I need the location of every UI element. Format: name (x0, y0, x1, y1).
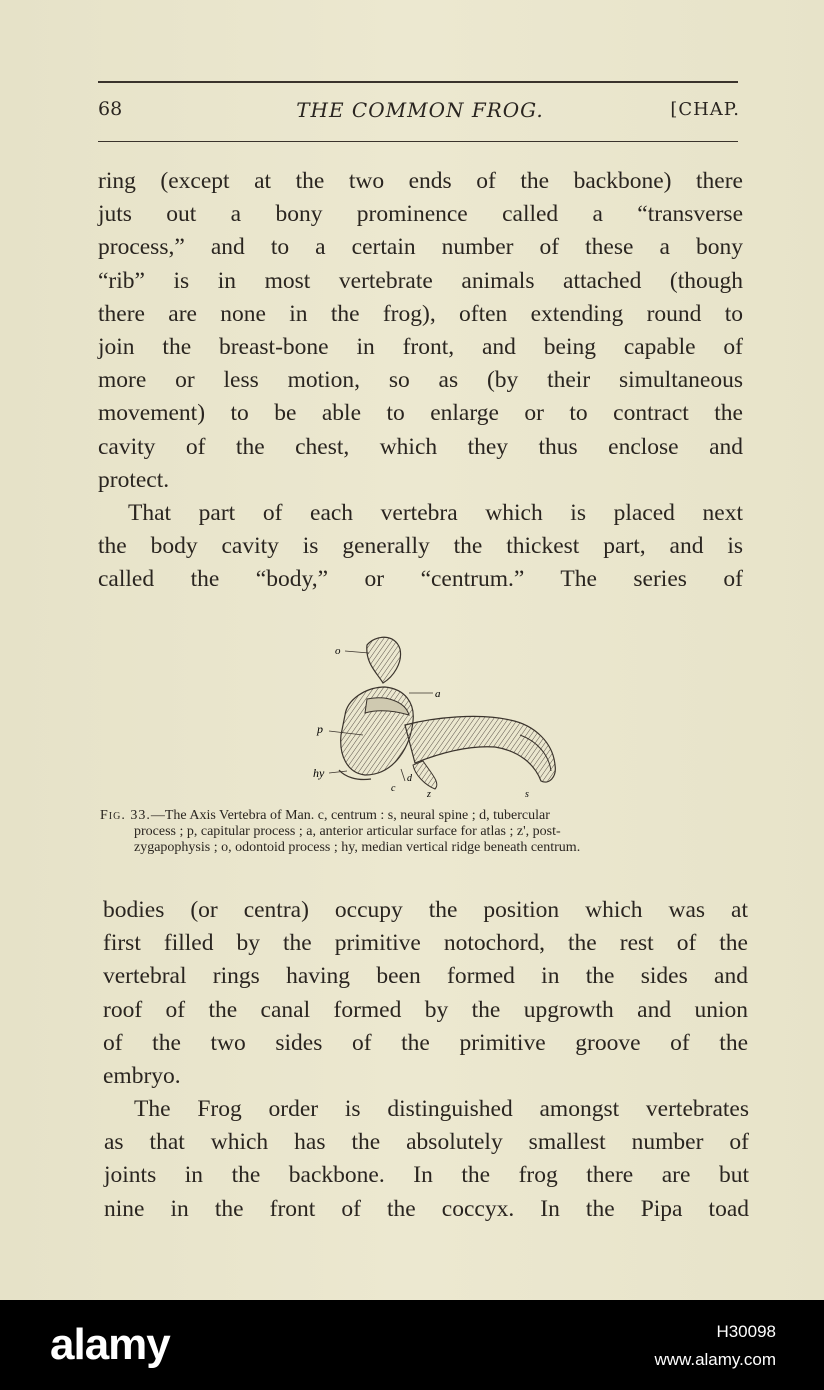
header-top-rule (98, 81, 738, 83)
fig-label-d: d (407, 773, 412, 784)
caption-line: process ; p, capitular process ; a, anterior articular surface for atlas ; z', post- (134, 824, 561, 839)
text-line: movement) to be able to enlarge or to contract the (98, 400, 743, 427)
alamy-logo: alamy (50, 1320, 170, 1369)
page-number: 68 (98, 98, 123, 120)
text-line: as that which has the absolutely smallest number of (104, 1129, 749, 1156)
text-line: the body cavity is generally the thickest part, and is (98, 533, 743, 560)
text-line: ring (except at the two ends of the backbone) there (98, 168, 743, 194)
header-bottom-rule (98, 141, 738, 142)
paragraph-3 (103, 894, 748, 1093)
figure-caption (100, 808, 745, 856)
watermark-url: www.alamy.com (654, 1350, 776, 1369)
text-line: cavity of the chest, which they thus enclose and (98, 433, 743, 460)
text-line: bodies (or centra) occupy the position which was at (103, 897, 748, 923)
fig-label-a: a (435, 688, 441, 700)
paragraph-1 (98, 165, 743, 497)
text-line: there are none in the frog), often extending round to (98, 300, 743, 327)
chapter-marker: [CHAP. (670, 99, 740, 120)
fig-label-hy: hy (313, 766, 325, 780)
text-line: join the breast-bone in front, and being capable of (98, 333, 743, 360)
fig-label-p: p (317, 722, 323, 736)
fig-label-c: c (391, 783, 396, 794)
text-line: protect. (98, 466, 170, 493)
stock-watermark-bar (0, 1300, 824, 1390)
fig-label-z: z (427, 789, 431, 800)
text-line: That part of each vertebra which is placed next (128, 500, 743, 526)
text-line: called the “body,” or “centrum.” The series of (98, 566, 743, 593)
text-line: of the two sides of the primitive groove of the (103, 1029, 748, 1056)
text-line: embryo. (103, 1062, 181, 1089)
text-line: The Frog order is distinguished amongst vertebrates (134, 1096, 749, 1122)
running-title: THE COMMON FROG. (296, 98, 544, 122)
paragraph-4 (104, 1093, 749, 1226)
caption-prefix: Fig. 33. (100, 808, 151, 823)
text-line: vertebral rings having been formed in the sides and (103, 963, 748, 990)
text-line: nine in the front of the coccyx. In the Pipa toad (104, 1195, 749, 1222)
text-line: juts out a bony prominence called a “transverse (98, 201, 743, 228)
fig-label-o: o (335, 645, 341, 657)
axis-vertebra-illustration (305, 625, 570, 800)
text-line: more or less motion, so as (by their simultaneous (98, 367, 743, 394)
text-line: first filled by the primitive notochord, the rest of the (103, 930, 748, 957)
fig-label-s: s (525, 789, 529, 800)
text-line: joints in the backbone. In the frog there are but (104, 1162, 749, 1189)
paragraph-2 (98, 497, 743, 597)
caption-line: —The Axis Vertebra of Man. c, centrum : s, neural spine ; d, tubercular (150, 808, 550, 823)
text-line: roof of the canal formed by the upgrowth and union (103, 996, 748, 1023)
caption-line: zygapophysis ; o, odontoid process ; hy, median vertical ridge beneath centrum. (134, 840, 581, 855)
text-line: process,” and to a certain number of these a bony (98, 234, 743, 261)
text-line: “rib” is in most vertebrate animals attached (though (98, 267, 743, 294)
image-id: H30098 (716, 1322, 776, 1341)
